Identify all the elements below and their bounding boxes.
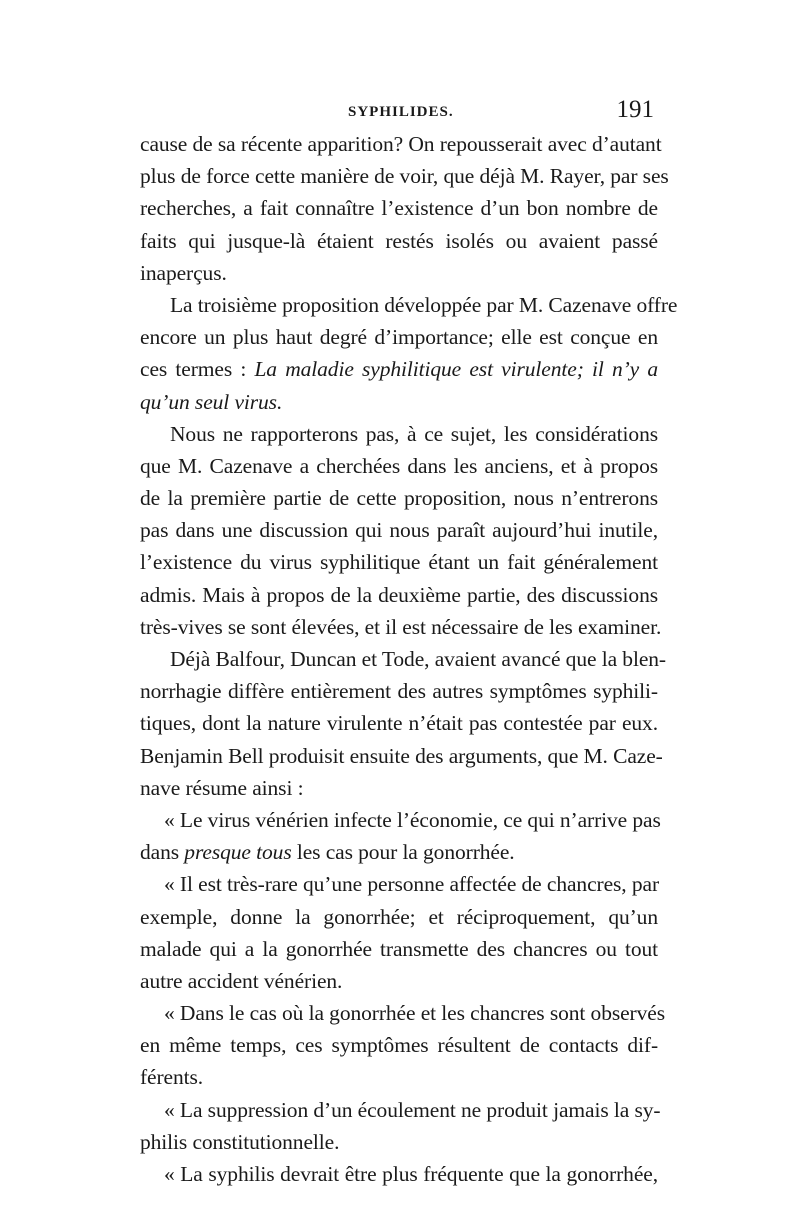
- text-run: philis constitutionnelle.: [140, 1129, 340, 1154]
- text-line: [140, 289, 678, 321]
- text-run: admis. Mais à propos de la deuxième partie, des discussions: [140, 582, 658, 607]
- text-line: [140, 128, 662, 160]
- text-run: Déjà Balfour, Duncan et Tode, avaient avancé que la blen-: [170, 647, 666, 671]
- text-line: [140, 707, 658, 739]
- text-line: [140, 933, 658, 965]
- text-run: l’existence du virus syphilitique étant un fait généralement: [140, 550, 658, 575]
- text-run: tiques, dont la nature virulente n’était pas contestée par eux.: [140, 711, 658, 736]
- text-run: « La suppression d’un écoulement ne produit jamais la sy-: [164, 1097, 661, 1122]
- text-run: les cas pour la gonorrhée.: [291, 840, 515, 865]
- text-line: [140, 1061, 658, 1093]
- text-run: norrhagie diffère entièrement des autres symptômes syphili-: [140, 679, 658, 704]
- text-line: [140, 868, 658, 900]
- text-line: [140, 450, 658, 482]
- text-run: férents.: [140, 1065, 204, 1090]
- text-line: [140, 836, 658, 868]
- text-line: [140, 418, 658, 450]
- text-line: [140, 611, 662, 643]
- text-run: que M. Cazenave a cherchées dans les anciens, et à propos: [140, 453, 658, 478]
- text-run: autre accident vénérien.: [140, 968, 343, 993]
- text-run: « Le virus vénérien infecte l’économie, ce qui n’arrive pas: [164, 807, 661, 832]
- text-line: [140, 997, 665, 1029]
- text-line: [140, 1029, 658, 1061]
- text-line: [140, 353, 658, 385]
- text-run: en même temps, ces symptômes résultent de contacts dif-: [140, 1033, 658, 1058]
- text-line: [140, 901, 658, 933]
- text-line: [140, 965, 658, 997]
- text-run: très-vives se sont élevées, et il est nécessaire de les examiner.: [140, 614, 662, 639]
- text-line: [140, 1094, 661, 1126]
- text-run: « Il est très-rare qu’une personne affectée de chancres, par: [164, 872, 659, 897]
- text-run: inaperçus.: [140, 260, 227, 285]
- text-line: [140, 514, 658, 546]
- running-head: [140, 96, 658, 126]
- text-run: malade qui a la gonorrhée transmette des chancres ou tout: [140, 936, 658, 961]
- text-run: « La syphilis devrait être plus fréquente que la gonorrhée,: [164, 1162, 658, 1186]
- text-run: La troisième proposition développée par M. Cazenave offre: [170, 292, 678, 317]
- text-line: [140, 192, 658, 224]
- text-line: [140, 225, 658, 257]
- text-line: [140, 160, 669, 192]
- text-run: « Dans le cas où la gonorrhée et les chancres sont observés: [164, 1001, 665, 1026]
- body-text: [140, 128, 678, 1190]
- text-run: Benjamin Bell produisit ensuite des arguments, que M. Caze-: [140, 743, 663, 768]
- text-run: encore un plus haut degré d’importance; elle est conçue en: [140, 325, 658, 350]
- text-line: [140, 1126, 658, 1158]
- text-run: dans: [140, 840, 185, 865]
- text-run: pas dans une discussion qui nous paraît aujourd’hui inutile,: [140, 518, 658, 543]
- text-line: [140, 546, 658, 578]
- text-run: exemple, donne la gonorrhée; et réciproquement, qu’un: [140, 904, 658, 929]
- text-line: [140, 386, 658, 418]
- italic-run: qu’un seul virus.: [140, 389, 283, 414]
- text-run: de la première partie de cette proposition, nous n’entrerons: [140, 486, 658, 511]
- running-title: SYPHILIDES.: [348, 104, 454, 120]
- text-line: [140, 772, 658, 804]
- text-run: plus de force cette manière de voir, que déjà M. Rayer, par ses: [140, 164, 669, 189]
- text-line: [140, 257, 658, 289]
- text-run: ces termes :: [140, 357, 255, 382]
- italic-run: presque tous: [184, 840, 292, 865]
- text-line: [140, 321, 658, 353]
- text-run: nave résume ainsi :: [140, 775, 304, 800]
- text-line: [140, 643, 666, 675]
- page-number: 191: [616, 96, 654, 123]
- italic-run: La maladie syphilitique est virulente; il n’y a: [254, 357, 659, 382]
- text-line: [140, 675, 658, 707]
- text-run: cause de sa récente apparition? On repousserait avec d’autant: [140, 132, 662, 156]
- text-line: [140, 579, 658, 611]
- text-run: recherches, a fait connaître l’existence d’un bon nombre de: [140, 196, 658, 221]
- text-line: [140, 804, 661, 836]
- text-line: [140, 740, 663, 772]
- text-line: [140, 1158, 658, 1190]
- text-line: [140, 482, 658, 514]
- text-run: faits qui jusque-là étaient restés isolés ou avaient passé: [140, 228, 658, 253]
- text-run: Nous ne rapporterons pas, à ce sujet, les considérations: [170, 421, 658, 446]
